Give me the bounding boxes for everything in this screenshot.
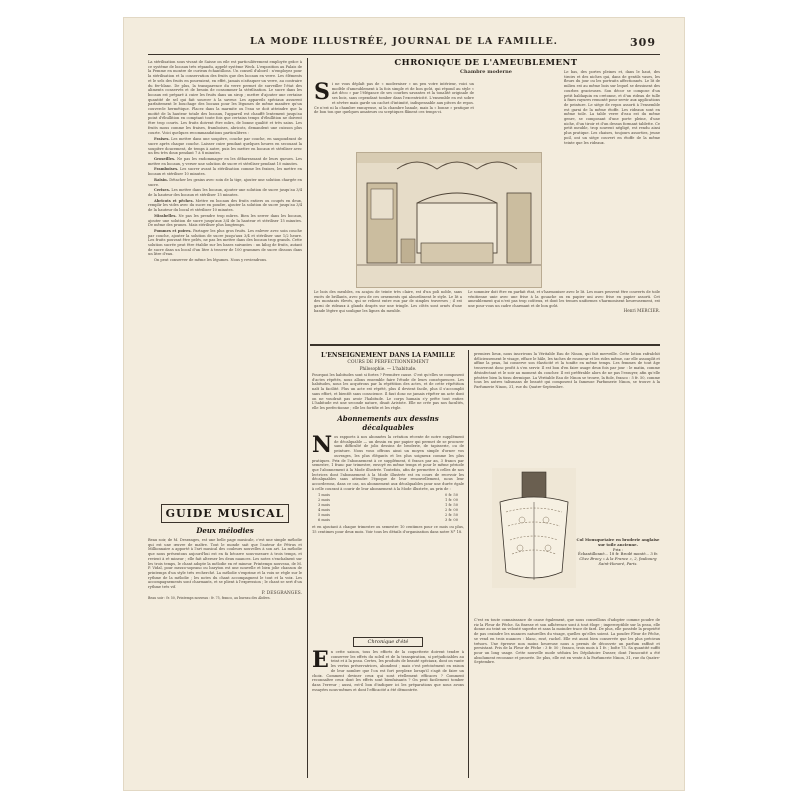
price-row: 5 mois 2 fr. 50 <box>318 513 458 518</box>
ameublement-subtitle: Chambre moderne <box>460 69 512 75</box>
fruit-entry: Pommes et poires. Partager les plus gros fruits. Les enlever avec soin couche par couche, ajouter la solution de sucre jusqu'aux 3/4 et stériliser une 1/2 heure. Les fruits pouvant être pelés, ne pas les mettre dans des bocaux trop grands. Cette solution sucrée peut être établie sur les bases suivantes : un kilog de fruits, autant de sucre dans un bocal d'un litre à trouver de 100 grammes de sucre dissous dans un litre d'eau. <box>148 228 302 257</box>
price-row: 3 mois 1 fr. 50 <box>318 503 458 508</box>
caption-prices: Échantillonné... 18 fr. Brodé monté... 3 fr. <box>577 551 659 557</box>
left-intro-text: La stérilisation sous vivant de Saisse on eile est particulièrement employée grâce à ce système de bocaux très répandu, appelé système Weck. L'exposition au Palais de la Femme en montre de curieux échantillons. Un conseil d'abord : n'employez pour la stérilisation et la conservation des fruits que des bocaux en verre. Les éléments et le sels des fruits en pourraient, en effet, jamais n'attaquer un verre, au contraire du fer-blanc. De plus, la transparence du verre permet de surveiller l'état des aliments conservés et de besoin de consommer la stérilisation. Le sucre dans les bocaux est préparé à cuire les fruits dans un sirop ; mettre d'ajouter une certaine quantité de sel qui fait sourcer à la saveur. Les appareils spéciaux assurent parfaitement le bouchage des bocaux pour les légumes de même manière qu'un couvercle hermétique. Placez dans la marmite ou l'eau se doit atteindre que la moitié de la hauteur totale des bocaux, l'appareil est chauffé lentement jusqu'au point d'ébullition en comptant toute fois que certains temps d'ébullition ne doivent être trop courts. Les fruits doivent être mûrs, de bonne qualité et très sains. Les fruits mous comme les fraises, framboises, abricots, demandent une cuisson plus courte. Voici quelques recommandations particulières : <box>148 60 302 135</box>
guide-footnote: Beau soir : fr. 50, Printemps nouveau : fr. 75, franco, au bureau des Abdres. <box>148 596 271 601</box>
ameublement-text-2: Le bois des meubles, en acajou de teinte très claire, est d'un poli noble, sans excès de brillants, avec peu de ces ornements qui alourdissent le style. Le lit a des montants élevés, qui se relient entre eux par de simples traverses ; il est garni de rideaux à glands drapés sur une tringle. Les côtés sont ornés d'une bande légère qui souligne les lignes du meuble. <box>314 290 462 313</box>
running-header <box>124 36 684 52</box>
fruit-entry: Cerises. Les mettre dans les bocaux, ajouter une solution de sucre jusqu'au 3/4 de la hauteur des bocaux et stériliser 15 minutes. <box>148 188 302 197</box>
price-row: 6 mois 3 fr. 00 <box>318 518 458 523</box>
collar-drawing <box>492 468 576 588</box>
abonnements-title: Abonnements aux dessins décalquables <box>337 414 439 432</box>
abonnements-text-after: et en ajoutant à chaque trimestre ou semestre 10 centimes pour ce mois ou plus, 15 centimes pour deux mois. Voir tous les détails d'organisation dans notre N° 18. <box>312 525 464 535</box>
drop-cap-s: S <box>314 82 330 105</box>
bedroom-illustration <box>356 152 542 288</box>
fruit-entry: Framboises. Les sucrer avant la stérilisation comme les fraises, les mettre en bocaux et stériliser 10 minutes. <box>148 167 302 177</box>
guide-musical <box>148 502 302 778</box>
column-rule-left <box>307 58 308 778</box>
left-column <box>148 60 302 500</box>
enseignement-text: Pourquoi les habitudes sont si fortes ? Première cause. C'est qu'elles se composent d'actes répétés, nous allons ensemble faire l'étude de leurs conséquences. Les habitudes, nous les acquérons par la répétition des actes, et de cette répétition naît la facilité. Plus un acte est répété, plus il devient facile, plus il s'accomplit sans effort, et bientôt sans conscience. Il faut donc ne jamais répéter un acte dont on ne voudrait pas avoir l'habitude. Le corps humain s'y prête tout entier. L'habitude est une seconde nature, disait Aristote. Elle ne crée pas nos facultés, elle les perfectionne ; elle les fortifie et les règle. <box>312 373 464 410</box>
enseignement-section <box>312 352 464 412</box>
ameublement-signature: Henri MERCIER. <box>623 307 660 313</box>
ameublement-text-bottom-left <box>314 290 462 342</box>
chronique-ete-section <box>312 628 464 778</box>
right-text-top: premiers lieux, nous inscrivons la Véritable Eau de Ninon, qui fait merveille. Cette lotion rafraîchit délicieusement le visage, efface le hâle, les taches de rousseur et les rides même, car elle assouplit et affine la peau, lui conserve son élasticité et la tonifie en même temps. Les femmes de tout âge trouveront donc profit à s'en servir. Il est bon d'en faire usage deux fois par jour : le matin, comme désinfectant et le soir au moment du coucher. Il est préférable alors de ne pas l'essuyer, afin qu'elle pénètre bien la tissu dermique. La Véritable Eau de Ninon se trouve, la fiole, franco : 5 fr. 50, comme tous les autres talismans de beauté qui composent la fameuse Parfumerie Ninon, se trouve à la Parfumerie Ninon, 31, rue du Quatre-Septembre. <box>474 352 660 389</box>
enseignement-subject: Philosophie. — L'habitude. <box>359 366 417 371</box>
drop-cap-n: N <box>312 432 333 458</box>
magazine-page <box>124 18 684 790</box>
drop-cap-e: E <box>312 647 329 673</box>
caption-price-label: Prix : <box>612 546 624 552</box>
ameublement-text-right-body: Le bas, des portes pleines et, dans le haut, des tiroirs et des niches qui, dans de gentils vases, les fleurs du jour ou les portraits affectionnés. Le lit de milieu est au même bois sur lequel se dessinent des courbes gracieuses. Son décor se compose d'un petit baldaquin en cretonne, et d'un rideau de tulle à fines rayures remonté pour servir aux applications de peinture. Le siège de repos assorti à l'ensemble est garni de la même étoffe. Les rideaux sont en même toile. La table verre d'eau est du même genre, se composant d'une porte pleine, d'une niche, d'un tiroir et d'un dessus formant tablette. Ce petit meuble, trop souvent négligé, est rendu ainsi plus pratique. Les chaises, toujours assorties, jeune poil, ont un siège couvert en étoffe de la même teinte que les rideaux. <box>564 70 660 145</box>
abonnements-section <box>312 414 464 624</box>
price-list <box>318 493 458 523</box>
column-rule-right <box>468 350 469 778</box>
running-title: LA MODE ILLUSTRÉE, JOURNAL DE LA FAMILLE. <box>250 36 558 47</box>
ameublement-text-right <box>564 70 660 278</box>
section-rule <box>310 344 660 346</box>
right-text-bottom: C'est en toute connaissance de cause également, que nous conseillons d'adopter comme poudre de riz la Fleur de Pêche. Sa finesse et son adhérence sont à tout éloge ; imperceptible sur la peau, elle donne au teint un velouté superbe et sans la moindre trace de fard. De plus, elle possède la propriété de pas craindre les nuances naturelles du visage, quelles qu'elles soient. La poudre Fleur de Pêche, se vend en trois nuances : blanc, rosé, rachel. Elle est aussi bien conservée que les plus précieux trésors. Une épreuve non moins heureuse nous a permis de découvrir un parfum raffiné et persistant. Pris de la Fleur de Pêche : 3 fr. 50 ; franco, trois mois à 1 fr. ; boîte 75. Sa quantité suffit pour un long usage. Cette nouvelle mode séduira les Dépilatoire Dusser, dont l'innocuité a été absolument reconnue et prouvée. De plus, elle est en vente à la Parfumerie Ninon, 31, rue du Quatre-Septembre. <box>474 618 660 665</box>
ameublement-title: CHRONIQUE DE L'AMEUBLEMENT <box>394 58 578 68</box>
header-rule <box>148 54 660 55</box>
guide-signature: P. DESGRANGES. <box>261 590 302 596</box>
fruit-entry: Raisin. Détacher les grains avec soin de la tige, ajouter une solution chargée en sucre. <box>148 177 302 187</box>
chronique-ete-title: Chronique d'été <box>353 637 424 647</box>
enseignement-title: L'ENSEIGNEMENT DANS LA FAMILLE <box>320 352 456 359</box>
guide-text: Beau soir, de M. Desranges, est une belle page musicale, c'est une simple mélodie qui est une œuvre de maître. Tout le monde sait que l'auteur de Pétrus et Millionnaire a apporté à l'art musical des couleurs nouvelles à son art. La mélodie que nous présentons aujourd'hui est en fa bécarre sous-mesure à trois temps, et revient à ré mineur ; elle fait alterner les deux nuances. Les notes s'enchaînent sur les trois temps, le chant adopte la mélodie en ré mineur. Printemps nouveau, de M. P. Vidal, pour mezzo-soprano ou baryton est une nouvelle et bien jolie chanson de printemps d'un style très recherché. La mélodie s'exprime et la voix se règle sur le rythme de la mélodie ; les notes du chant accompagnent le tout et la voix. Les accompagnements sont charmants, et se plient à l'expression ; le chant se sert d'un rythme très vif. <box>148 538 302 590</box>
fruit-entry: Fraises. Les mettre dans une soupière, couche par couche, en saupoudrant de sucre après chaque couche. Laisser cuire pendant quelques heures en secouant la soupière doucement, de temps à autre, puis les mettre en bocaux et stériliser avec un feu très doux pendant 7 à 8 minutes. <box>148 137 302 156</box>
bedroom-drawing <box>357 153 541 287</box>
caption-shop: Chez Brocy « A la France », 2, faubourg Saint-Honoré, Paris. <box>579 556 657 566</box>
ameublement-text-bottom-right <box>468 290 660 342</box>
collar-illustration <box>492 468 576 588</box>
fruit-entry: Groseilles. Ne pas les endommager en les débarrassant de leurs queues. Les mettre en bocaux, y verser une solution de sucre et stériliser pendant 10 minutes. <box>148 157 302 166</box>
price-row: 4 mois 2 fr. 00 <box>318 508 458 513</box>
page-number: 309 <box>630 36 656 49</box>
price-row: 2 mois 1 fr. 00 <box>318 498 458 503</box>
abonnements-text: os rapports à nos abonnées la création récente de notre supplément de décalquable — un dessin en pur papier qui permet de se procurer sans difficulté de jolis dessins de broderie, de tapisserie, ou de peinture. Nous vous offrons ainsi un moyen simple d'orner vos ouvrages, les plus élégants et les plus soigneux comme les plus pratiques. Prix de l'abonnement à ce supplément, 6 francs par an, 3 francs par semestre, 1 franc par trimestre, envoyé en même temps et pour le même période que l'abonnement à la Mode illustrée. Toutefois, afin de permettre à celles de nos lectrices dont l'abonnement à la Mode illustrée est en cours de recevoir les décalquables sans attendre l'époque de leur renouvellement, nous leur accorderons, dans ce cas, un abonnement aux décalquables pour une durée égale à celle courant à courir de leur abonnement à la Mode illustrée, au prix de : <box>312 435 464 491</box>
caption-title: Col Mousquetaire en broderie anglaise sur toile ancienne. <box>576 538 660 547</box>
closing-line: On peut conserver de même les légumes. Nous y reviendrons. <box>154 258 268 263</box>
ameublement-text-bottom: Le sommier doit être en parfait état, et s'harmoniser avec le lit. Les murs peuvent être couverts de toile vénitienne unie avec une frise à la gouache ou en papier uni avec frise en papier assorti. Cet ameublement qui n'est pas trop coûteux, et dont les tenues uniformes s'harmonisent heureusement, est une pour vous un cadre charmant et de bon goût. <box>468 290 660 309</box>
collar-caption <box>576 538 660 594</box>
guide-title: GUIDE MUSICAL <box>161 504 290 523</box>
fruit-entry: Mirabelles. Ne pas les prendre trop mûres. Bien les serrer dans les bocaux, ajouter une solution de sucre jusqu'aux 3/4 de la hauteur et stériliser 15 minutes. De même des prunes. Mais stériliser plus longtemps. <box>148 213 302 228</box>
price-row: 1 mois 0 fr. 50 <box>318 493 458 498</box>
chronique-ete-text: n cette saison, tous les efforts de la coquetterie doivent tendre à conserver les effets du soleil et de la transpiration, si préjudiciables au teint et à la peau. Certes, les produits de beauté spéciaux, dont on vante les vertus préservatrices, abondent ; mais c'est précisément en raison de leur nombre que l'on est fort perplexe lorsqu'il s'agit de faire un choix. Comment deviner ceux qui sont réellement efficaces ? Comment reconnaître ceux dont les effets sont bienfaisants ? On peut facilement tomber dans l'erreur ; aussi, est-il bon d'indiquer ici les préparations que nous avons essayées nous-mêmes et dont l'efficacité a été démontrée. <box>312 650 464 692</box>
enseignement-subtitle: COURS DE PERFECTIONNEMENT <box>347 360 429 365</box>
ameublement-text-1: i ne vous déplaît pas de « moderniser » un peu votre intérieur, voici un modèle d'ameublement à la fois simple et de bon goût, qui répond au style « Art déco » par l'élégance de ses courbes savantes et la tonalité originale de ses bois, sans cependant tomber dans l'excentricité. L'ensemble en est sobre et sévère mais garde un cachet d'intimité, indispensable aux pièces de repos. Ce n'est ni la chambre ennuyeuse, ni la chambre banale, mais la « bonne » pratique et de bon ton que quelques amateurs ou sceptiques flânent ces temps-ci. <box>314 82 474 115</box>
right-column-bottom <box>474 618 660 778</box>
fruit-entries <box>148 137 302 263</box>
guide-subtitle: Deux mélodies <box>196 526 254 535</box>
fruit-entry: Abricots et pêches. Mettre en bocaux des fruits entiers ou coupés en deux, remplir les vides avec du sucre en poudre, ajouter la solution de sucre jusqu'au 3/4 de la hauteur du bocal et stériliser 10 minutes. <box>148 198 302 213</box>
